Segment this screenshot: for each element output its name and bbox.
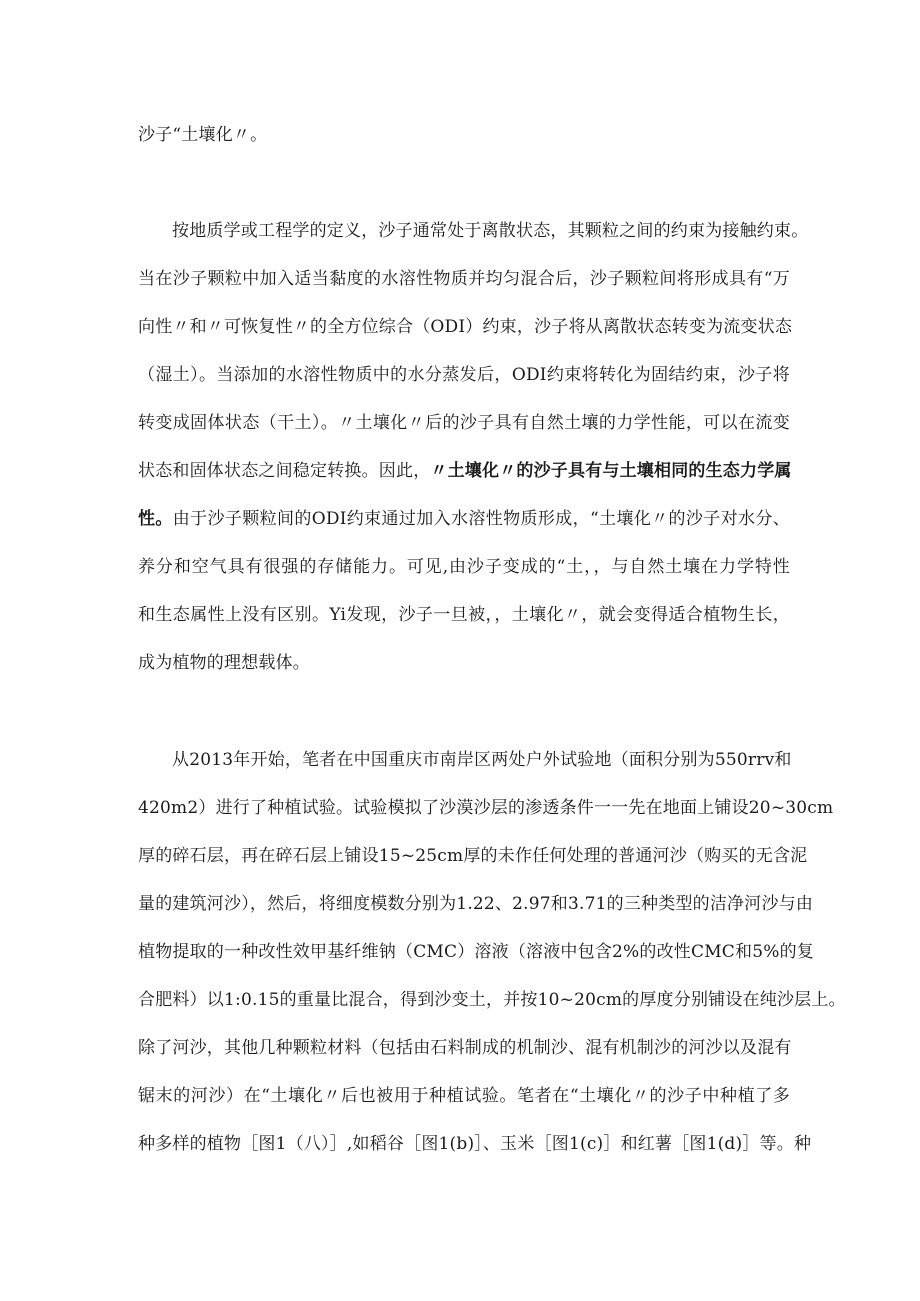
para1-line-3: 向性〃和〃可恢复性〃的全方位综合（ODI）约束，沙子将从离散状态转变为流变状态 bbox=[138, 317, 793, 337]
para2-line-7: 除了河沙，其他几种颗粒材料（包括由石料制成的机制沙、混有机制沙的河沙以及混有 bbox=[138, 1038, 792, 1058]
para1-line-4: （湿土）。当添加的水溶性物质中的水分蒸发后，ODI约束将转化为固结约束，沙子将 bbox=[138, 365, 790, 385]
para2-line-2: 420m2）进行了种植试验。试验模拟了沙漠沙层的渗透条件一一先在地面上铺设20~30cm bbox=[138, 798, 834, 818]
para2-line-1: 从2013年开始，笔者在中国重庆市南岸区两处户外试验地（面积分别为550rrv和 bbox=[172, 750, 792, 770]
para1-line-10: 成为植物的理想载体。 bbox=[138, 653, 310, 673]
para1-line-6 bbox=[138, 460, 790, 482]
para2-line-9: 种多样的植物［图1（八）］,如稻谷［图1(b)］、玉米［图1(c)］和红薯［图1(d)］等。种 bbox=[138, 1134, 812, 1154]
para2-line-6: 合肥料）以1:0.15的重量比混合，得到沙变土，并按10~20cm的厚度分别铺设在纯沙层上。 bbox=[138, 990, 846, 1010]
para2-line-3: 厚的碎石层，再在碎石层上铺设15~25cm厚的未作任何处理的普通河沙（购买的无含泥 bbox=[138, 846, 808, 866]
para1-line-8: 养分和空气具有很强的存储能力。可见,由沙子变成的“土，，与自然土壤在力学特性 bbox=[138, 557, 790, 577]
para1-line-1: 按地质学或工程学的定义，沙子通常处于离散状态，其颗粒之间的约束为接触约束。 bbox=[172, 221, 809, 241]
para1-bold-emphasis-end: 性。 bbox=[138, 509, 173, 529]
para1-line-7 bbox=[138, 508, 790, 530]
para1-line-2: 当在沙子颗粒中加入适当黏度的水溶性物质并均匀混合后，沙子颗粒间将形成具有“万 bbox=[138, 269, 790, 289]
para1-line-9: 和生态属性上没有区别。Yi发现，沙子一旦被，，土壤化〃，就会变得适合植物生长， bbox=[138, 605, 790, 625]
intro-line: 沙子“土壤化〃。 bbox=[138, 125, 268, 145]
para2-line-4: 量的建筑河沙），然后，将细度模数分别为1.22、2.97和3.71的三种类型的洁净河沙与由 bbox=[138, 894, 814, 914]
para1-line-6-text: 状态和固体状态之间稳定转换。因此， bbox=[138, 461, 431, 481]
para2-line-8: 锯末的河沙）在“土壤化〃后也被用于种植试验。笔者在“土壤化〃的沙子中种植了多 bbox=[138, 1086, 790, 1106]
para1-line-7-text: 由于沙子颗粒间的ODI约束通过加入水溶性物质形成，“土壤化〃的沙子对水分、 bbox=[172, 509, 790, 529]
para2-line-5: 植物提取的一种改性效甲基纤维钠（CMC）溶液（溶液中包含2%的改性CMC和5%的复 bbox=[138, 942, 814, 962]
para1-bold-emphasis: 〃土壤化〃的沙子具有与土壤相同的生态力学属 bbox=[430, 461, 792, 481]
para1-line-5: 转变成固体状态（干土）。〃土壤化〃后的沙子具有自然土壤的力学性能，可以在流变 bbox=[138, 413, 790, 433]
